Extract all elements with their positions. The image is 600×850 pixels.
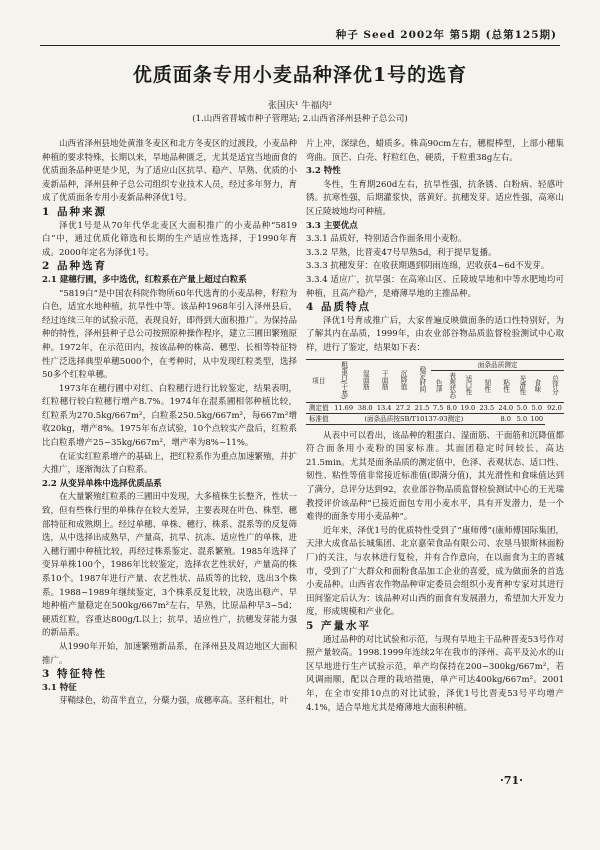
- table-cell: 19.0: [458, 402, 477, 413]
- table-cell: 100: [530, 414, 544, 423]
- paragraph: 在证实红粒系增产的基础上，把红粒系作为重点加速繁殖，并扩大推广，逐渐淘汰了白粒系。: [42, 451, 298, 476]
- right-column: [306, 138, 564, 715]
- table-cell: 5.0: [529, 402, 545, 413]
- table-col-header: 光滑性: [515, 370, 529, 402]
- table-row-label: 标准值: [306, 413, 331, 424]
- table-col-header: 色泽: [431, 370, 445, 402]
- table-cell: 21.5: [413, 402, 432, 413]
- section-heading: 2 品种选育: [42, 260, 107, 273]
- table-cell: 24.0: [496, 402, 515, 413]
- table-cell: 38.0: [356, 402, 375, 413]
- table-cell: 8.0: [496, 413, 515, 424]
- section-heading: 2.2 从变异单株中选择优质品系: [42, 478, 162, 489]
- table-cell: 11.69: [331, 402, 355, 413]
- paragraph: 从1990年开始，加速繁殖新品系，在泽州县及周边地区大面积推广。: [42, 641, 297, 666]
- section-heading: 3.2 特性: [306, 166, 341, 177]
- paragraph: 山西省泽州县地处黄淮冬麦区和北方冬麦区的过渡段，小麦品种种植的要求特殊，长期以来，旱地品种匮乏，尤其是适宜当地面食的优质面条品种更是少见，为了适应山区抗旱、稳产、早熟、优质的小麦新品种，泽州县种子总公司组织专业技术人员，经过多年努力，育成了优质面条专用小麦新品种泽优1号。: [42, 139, 298, 204]
- section-heading: 2.1 建穗行圃，多中选优，红粒系在产量上超过白粒系: [42, 274, 247, 285]
- table-col-header: 沉降值: [394, 359, 413, 402]
- table-item-header: 项目: [306, 359, 331, 402]
- paragraph: 1973年在穗行圃中对红、白粒穗行进行比较鉴定，结果表明，红粒穗行较白粒穗行增产8.7%。1974年在混系圃相邻种植比较，红粒系为270.5kg/667m²，白粒系250.5kg/667m²，每667m²增收20kg，增产8%。1975年布点试验，10个点较实产盘后，红粒系比白粒系增产25~35kg/667m²，增产率为8%~11%。: [42, 383, 297, 449]
- paragraph: 3.3.2 早熟，比晋麦47号早熟5d，利于提早复播。: [306, 247, 497, 258]
- paragraph: 冬性，生育期260d左右，抗旱性强，抗条锈、白粉病、轻感叶锈。抗寒性强，后期灌浆快，落黄好。抗穗发芽。适应性强，高寒山区丘陵坡地均可种植。: [306, 179, 564, 217]
- paragraph: 近年来，泽优1号的优质特性受到了“康师傅”(康师傅国际集团，天津大成食品长城集团、北京嘉荣食品有限公司、农垦马银斯林面粉厂)的关注，与农林进行复检，并有合作意向，在以面食为主的晋城市，受到了广大群众和面粉食品加工企业的喜爱，成为做面条的首选小麦品种。山西省农作物品种审定委员会组织小麦育种专家对其进行田间鉴定后认为：该品种对山西的面食有发展潜力，希望加大开发力度，形成规模和产业化。: [306, 525, 564, 618]
- paragraph: 泽优1号是从70年代华北麦区大面积推广的小麦品种“5819白”中，通过优质化筛选和长期的生产适应性选择，于1990年育成。2000年定名为泽优1号。: [42, 220, 297, 258]
- table-col-header: 总评分: [545, 370, 564, 402]
- section-heading: 3.3 主要优点: [306, 220, 358, 231]
- table-col-header: 稳定时间: [413, 359, 432, 402]
- table-col-header: 湿面筋: [356, 359, 375, 402]
- table-cell: 13.4: [375, 402, 394, 413]
- right-column-top: [306, 138, 564, 356]
- section-heading: 5 产量水平: [306, 619, 371, 632]
- quality-table: [306, 359, 564, 425]
- affiliation: (1.山西省晋城市种子管理站; 2.山西省泽州县种子总公司): [192, 114, 408, 124]
- table-cell: 92.0: [545, 402, 564, 413]
- table-cell: 27.2: [394, 402, 413, 413]
- paragraph: “5819白”是中国农科院作物所60年代选育的小麦品种，籽粒为白色，适宜水地种植，抗旱性中等。该品种1968年引入泽州县后，经过连续三年的试验示范，表现良好，即得到大面积推广。为保持品种的特性，泽州县种子总公司按照原种操作程序，建立三圃田繁殖原种。1972年，在示范田内，按该品种的株高、穗型、长相等特征特性广泛选择典型单穗5000个，在考种时，从中发现红粒类型，选择50多个红粒单穗。: [42, 288, 298, 381]
- table-cell: 5.0: [516, 414, 528, 423]
- authors: 张国庆¹ 牛福肉²: [267, 101, 333, 111]
- section-heading: 4 品质特点: [306, 301, 371, 314]
- paragraph: 3.3.4 适应广，抗旱强：在高寒山区、丘陵坡旱地和中等水肥地均可种植，且高产稳产，是瘠薄旱地的主推品种。: [306, 274, 564, 299]
- paragraph: 3.3.3 抗穗发芽：在收获期遇到阴雨连绵，迟收获4~6d不发芽。: [306, 261, 550, 272]
- table-col-header: 粗蛋白(干基): [331, 359, 355, 402]
- table-row-label: 测定值: [306, 402, 331, 413]
- section-heading: 3.1 特征: [42, 682, 77, 693]
- journal-header: 种子 Seed 2002年 第5期 (总第125期): [335, 29, 557, 41]
- table-row: [306, 413, 564, 424]
- paragraph: 芽鞘绿色，幼苗半直立，分蘖力强，成穗率高。茎秆粗壮，叶: [59, 696, 289, 707]
- table-cell: 7.5: [432, 403, 444, 412]
- table-cell: 23.5: [477, 402, 496, 413]
- section-heading: 3 特征特性: [42, 668, 107, 681]
- table-col-header: 干面筋: [375, 359, 394, 402]
- table-col-header: 食味: [529, 370, 545, 402]
- table-row: [306, 402, 564, 413]
- right-column-bottom: [306, 430, 564, 715]
- table-cell: 8.0: [446, 403, 457, 412]
- paragraph: 泽优1号育成推广后，大家普遍反映做面条的适口性特别好，为了解其内在品质，1999年，由农业部谷物品质监督检验测试中心取样，进行了鉴定，结果如下表：: [306, 315, 564, 353]
- section-heading: 1 品种来源: [42, 205, 107, 218]
- table-col-header: 韧性: [477, 370, 496, 402]
- paragraph: 从表中可以看出，该品种的粗蛋白、湿面筋、干面筋和沉降值都符合面条用小麦粉的国家标准。其面团稳定时间较长，高达21.5min。尤其是面条品质的测定值中，色泽、表观状态、适口性、韧性、粘性等值非常接近标准值(即满分值)，其光滑性和食味值达到了满分，总评分达到92，农业部谷物品质监督检验测试中心的王光瑞教授评价该品种“已接近面包专用小麦水平，具有开发潜力，是一个难得的面条专用小麦品种”。: [306, 430, 564, 523]
- table-group-header: 面条品质测定: [431, 359, 564, 370]
- article-title: 优质面条专用小麦品种泽优1号的选育: [132, 64, 468, 86]
- header-rule: [40, 45, 560, 46]
- paragraph: 在大量繁殖红粒系的三圃田中发现，大多植株生长整齐，性状一致，但有些株行里的单株存在较大差异，主要表现在叶色、株型、穗部特征和成熟期上。经过单穗、单株、穗行、株系、混系等的反复筛选，从中选择出成熟早，产量高，抗旱、抗冻、适应性广的单株，进入穗行圃中种植比较，再经过株系鉴定、混系繁殖。1985年选择了变异单株100个，1986年比较鉴定，选择农艺性状好，产量高的株系10个。1987年进行产量、农艺性状、品质等的比较，选出3个株系。1988~1989年继续鉴定，3个株系反复比较，决选出稳产、早地种植产量稳定在500kg/667m²左右，早熟，比原品种早3~5d；硬质红粒，容重达800g/L以上；抗旱，适应性广，抗穗发芽能力强的新品系。: [42, 492, 298, 639]
- table-header-row: [306, 359, 564, 370]
- table-col-header: 表观状态: [445, 370, 459, 402]
- left-column: [42, 138, 297, 709]
- table-col-header: 粘性: [496, 370, 515, 402]
- table-cell: 5.0: [516, 403, 528, 412]
- page-number: ·71·: [500, 774, 523, 787]
- paragraph: 片上冲，深绿色，蜡质多。株高90cm左右，穗棍棒型，上部小穗集弯曲。顶芒、白壳、籽粒红色，硬质，千粒重38g左右。: [306, 139, 564, 163]
- table-note: (面条品质按SB/T10137-93测定): [331, 413, 496, 424]
- paragraph: 3.3.1 品质好，特别适合作面条用小麦粉。: [306, 234, 467, 245]
- table-col-header: 适口性: [458, 370, 477, 402]
- paragraph: 通过品种的对比试验和示范，与现有旱地主干品种晋麦53号作对照产量较高。1998.1999年连续2年在我市的泽州、高平及沁水的山区早地进行生产试验示范，单产均保持在200~300kg/667m²，若风调雨顺，配以合理的栽培措施，单产可达400kg/667m²。2001年，在全市安排10点的对比试验，泽优1号比晋麦53号平均增产4.1%，适合旱地尤其是瘠薄地大面积种植。: [306, 634, 564, 713]
